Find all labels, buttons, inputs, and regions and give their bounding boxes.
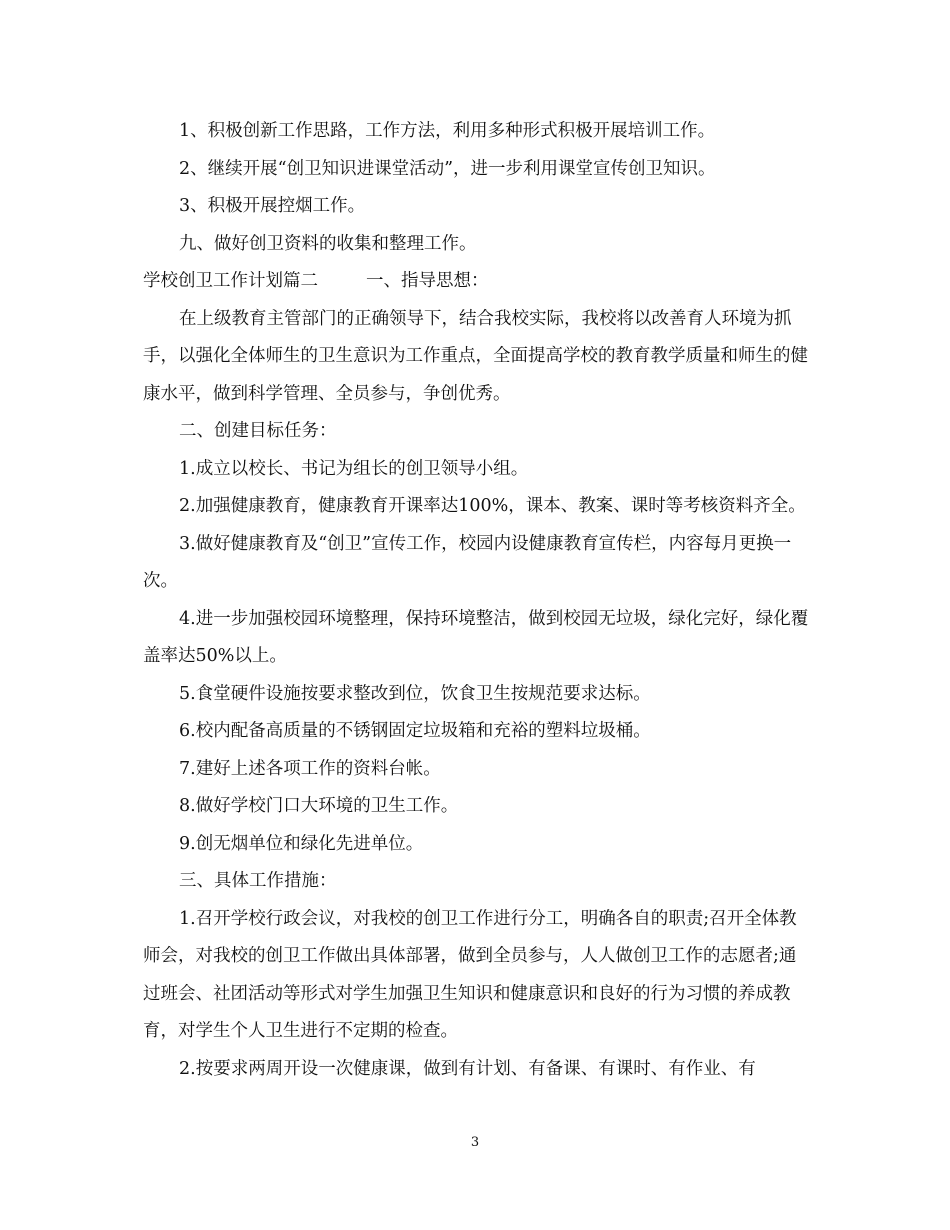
paragraph: 三、具体工作措施： <box>179 871 337 891</box>
paragraph: 6.校内配备高质量的不锈钢固定垃圾箱和充裕的塑料垃圾桶。 <box>179 721 651 741</box>
paragraph: 2、继续开展“创卫知识进课堂活动”，进一步利用课堂宣传创卫知识。 <box>179 158 716 179</box>
paragraph: 1、积极创新工作思路，工作方法，利用多种形式积极开展培训工作。 <box>179 121 716 141</box>
paragraph: 7.建好上述各项工作的资料台帐。 <box>179 758 441 779</box>
paragraph: 5.食堂硬件设施按要求整改到位，饮食卫生按规范要求达标。 <box>179 683 651 704</box>
paragraph: 4.进一步加强校园环境整理，保持环境整洁，做到校园无垃圾，绿化完好，绿化覆盖率达50%以上。 <box>143 608 809 666</box>
section-heading-title: 学校创卫工作计划篇二 <box>143 271 318 291</box>
paragraph: 1.召开学校行政会议，对我校的创卫工作进行分工，明确各自的职责;召开全体教师会，对我校的创卫工作做出具体部署，做到全员参与，人人做创卫工作的志愿者;通过班会、社团活动等形式对学生加强卫生知识和健康意识和良好的行为习惯的养成教育，对学生个人卫生进行不定期的检查。 <box>143 908 797 1041</box>
paragraph: 2.加强健康教育，健康教育开课率达100%，课本、教案、课时等考核资料齐全。 <box>179 496 806 516</box>
paragraph: 1.成立以校长、书记为组长的创卫领导小组。 <box>179 458 529 479</box>
section-heading-subtitle: 一、指导思想： <box>366 271 489 291</box>
document-body <box>143 113 813 1088</box>
paragraph: 8.做好学校门口大环境的卫生工作。 <box>179 796 459 816</box>
paragraph: 二、创建目标任务： <box>179 421 337 441</box>
paragraph: 2.按要求两周开设一次健康课，做到有计划、有备课、有课时、有作业、有 <box>179 1058 756 1079</box>
paragraph: 3、积极开展控烟工作。 <box>179 196 366 216</box>
paragraph: 3.做好健康教育及“创卫”宣传工作，校园内设健康教育宣传栏，内容每月更换一次。 <box>143 533 792 591</box>
paragraph: 在上级教育主管部门的正确领导下，结合我校实际，我校将以改善育人环境为抓手，以强化全体师生的卫生意识为工作重点，全面提高学校的教育教学质量和师生的健康水平，做到科学管理、全员参与，争创优秀。 <box>143 308 808 404</box>
section-heading <box>143 263 813 301</box>
paragraph: 9.创无烟单位和绿化先进单位。 <box>179 833 424 854</box>
paragraph: 九、做好创卫资料的收集和整理工作。 <box>179 233 477 254</box>
page-number: 3 <box>470 1135 480 1150</box>
